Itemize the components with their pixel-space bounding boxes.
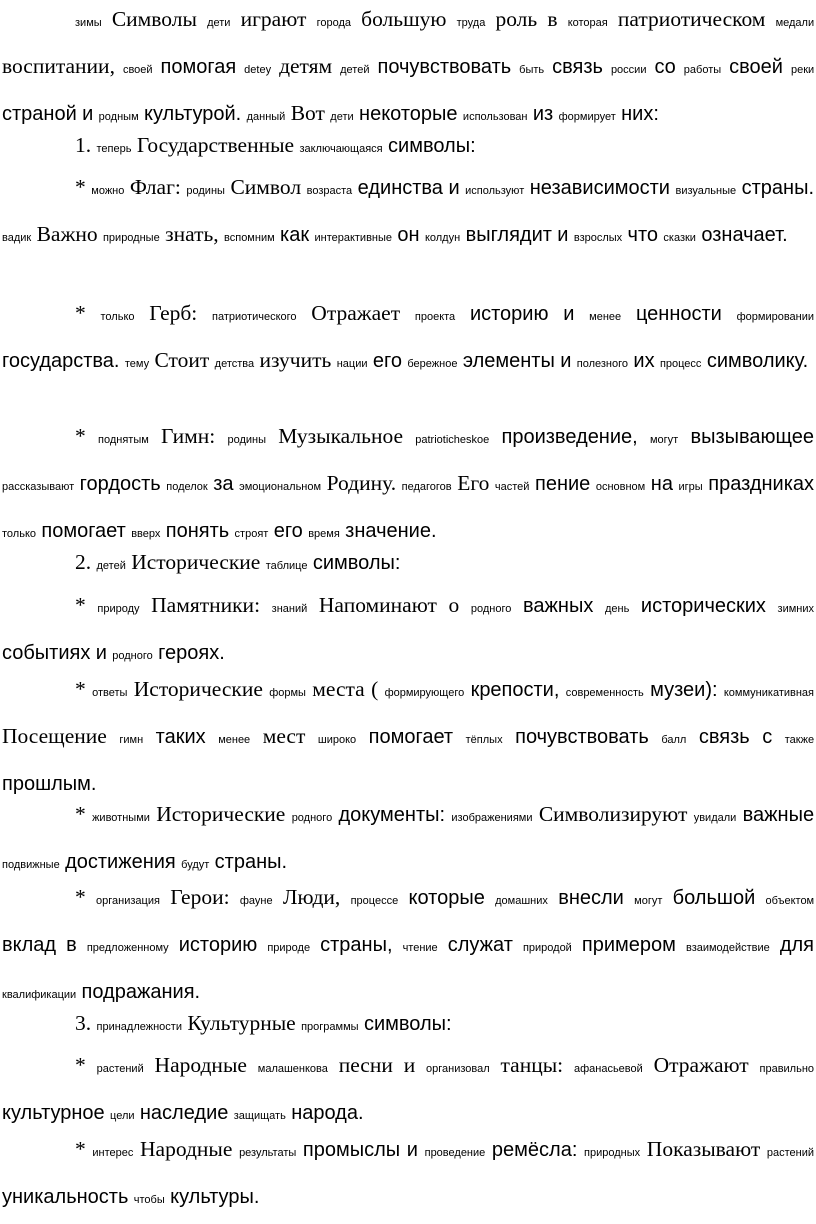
paragraph-word: о: [448, 593, 460, 617]
inserted-small-word: день: [604, 603, 630, 615]
paragraph-word: воспитании,: [2, 54, 115, 78]
paragraph-word: Исторические: [156, 802, 286, 826]
inserted-small-word: знаний: [271, 603, 308, 615]
inserted-small-word: изображениями: [451, 812, 533, 824]
inserted-small-word: таблице: [265, 560, 308, 572]
inserted-small-word: родного: [112, 650, 153, 662]
inserted-small-word: основном: [595, 481, 646, 493]
paragraph-word: 2.: [75, 550, 92, 574]
paragraph-word: Показывают: [646, 1137, 761, 1161]
inserted-small-word: города: [316, 17, 351, 29]
inserted-small-word: ответы: [92, 687, 128, 699]
inserted-small-word: предложенному: [86, 942, 169, 954]
paragraph-word: Культурные: [187, 1011, 296, 1035]
paragraph-word: праздниках: [708, 473, 815, 495]
paragraph-word: важные: [742, 804, 815, 826]
paragraph-word: Государственные: [136, 133, 295, 157]
paragraph-word: Символ: [230, 175, 302, 199]
paragraph-word: места: [312, 677, 365, 701]
paragraph-word: исторических: [640, 595, 766, 617]
inserted-small-word: возраста: [306, 185, 353, 197]
inserted-small-word: рассказывают: [2, 481, 75, 493]
paragraph-word: символы:: [363, 1013, 452, 1035]
inserted-small-word: защищать: [233, 1110, 286, 1122]
section-heading-cultural-symbols: [2, 1002, 814, 1049]
inserted-small-word: могут: [649, 434, 679, 446]
inserted-small-word: чтобы: [133, 1194, 165, 1206]
paragraph-word: детям: [279, 54, 333, 78]
inserted-small-word: широко: [317, 734, 357, 746]
paragraph-word: большую: [361, 7, 447, 31]
paragraph-word: *: [75, 1137, 86, 1161]
paragraph-word: мест: [262, 724, 306, 748]
inserted-small-word: данный: [246, 111, 286, 123]
inserted-small-word: нации: [336, 358, 368, 370]
monuments-paragraph: [2, 584, 814, 678]
inserted-small-word: игры: [678, 481, 703, 493]
inserted-small-word: быть: [519, 64, 545, 76]
inserted-small-word: чтение: [402, 942, 438, 954]
inserted-small-word: детства: [214, 358, 255, 370]
anthem-paragraph: [2, 415, 814, 556]
inserted-small-word: медали: [775, 17, 815, 29]
historical-places-paragraph: [2, 668, 814, 806]
paragraph-word: и: [448, 177, 460, 199]
paragraph-word: примером: [581, 934, 676, 956]
paragraph-word: из: [532, 103, 554, 125]
inserted-small-word: квалификации: [2, 989, 77, 1001]
inserted-small-word: интерактивные: [314, 232, 393, 244]
paragraph-word: и: [406, 1139, 418, 1161]
paragraph-word: патриотическом: [617, 7, 766, 31]
paragraph-word: *: [75, 885, 86, 909]
paragraph-word: народа.: [291, 1102, 364, 1124]
inserted-small-word: родины: [227, 434, 267, 446]
inserted-small-word: зимы: [75, 17, 102, 29]
inserted-small-word: бережное: [407, 358, 458, 370]
paragraph-word: Флаг:: [129, 175, 181, 199]
flag-paragraph: [2, 166, 814, 260]
inserted-small-word: визуальные: [675, 185, 737, 197]
inserted-small-word: родины: [186, 185, 225, 197]
paragraph-word: и: [563, 303, 575, 325]
inserted-small-word: только: [100, 311, 135, 323]
inserted-small-word: можно: [91, 185, 125, 197]
inserted-small-word: заключающаяся: [299, 143, 383, 155]
paragraph-word: вклад: [2, 934, 57, 956]
inserted-small-word: поднятым: [98, 434, 149, 446]
paragraph-word: ремёсла:: [491, 1139, 578, 1161]
paragraph-word: Герои:: [170, 885, 230, 909]
paragraph-word: как: [280, 224, 310, 246]
paragraph-word: Герб:: [149, 301, 198, 325]
paragraph-word: почувствовать: [377, 56, 512, 78]
inserted-small-word: процессе: [350, 895, 399, 907]
paragraph-word: со: [654, 56, 676, 78]
inserted-small-word: частей: [494, 481, 530, 493]
paragraph-word: 1.: [75, 133, 92, 157]
paragraph-word: Люди,: [282, 885, 341, 909]
paragraph-word: Народные: [140, 1137, 233, 1161]
inserted-small-word: процесс: [659, 358, 702, 370]
paragraph-word: важных: [523, 595, 594, 617]
paragraph-word: Музыкальное: [278, 424, 404, 448]
paragraph-word: Вот: [290, 101, 325, 125]
paragraph-word: Отражает: [311, 301, 401, 325]
historical-documents-paragraph: [2, 793, 814, 887]
inserted-small-word: эмоциональном: [239, 481, 322, 493]
inserted-small-word: формирует: [558, 111, 616, 123]
paragraph-word: культуры.: [170, 1186, 260, 1208]
paragraph-word: Посещение: [2, 724, 107, 748]
paragraph-word: *: [75, 1053, 86, 1077]
inserted-small-word: формирующего: [384, 687, 465, 699]
paragraph-word: символику.: [706, 350, 809, 372]
paragraph-word: служат: [447, 934, 513, 956]
inserted-small-word: менее: [218, 734, 251, 746]
paragraph-word: изучить: [259, 348, 332, 372]
paragraph-word: Символы: [111, 7, 197, 31]
paragraph-word: независимости: [529, 177, 670, 199]
paragraph-word: почувствовать: [515, 726, 649, 748]
paragraph-word: знать,: [165, 222, 219, 246]
inserted-small-word: полезного: [576, 358, 629, 370]
paragraph-word: прошлым.: [2, 773, 97, 795]
inserted-small-word: проведение: [424, 1147, 486, 1159]
inserted-small-word: объектом: [765, 895, 815, 907]
inserted-small-word: фауне: [239, 895, 273, 907]
inserted-small-word: увидали: [693, 812, 737, 824]
paragraph-word: таких: [155, 726, 206, 748]
inserted-small-word: могут: [634, 895, 663, 907]
paragraph-word: героях.: [158, 642, 225, 664]
paragraph-word: Народные: [154, 1053, 247, 1077]
paragraph-word: гордость: [79, 473, 161, 495]
inserted-small-word: тёплых: [465, 734, 503, 746]
paragraph-word: 3.: [75, 1011, 92, 1035]
inserted-small-word: detey: [244, 64, 272, 76]
paragraph-word: Отражают: [653, 1053, 749, 1077]
inserted-small-word: взаимодействие: [685, 942, 770, 954]
inserted-small-word: которая: [567, 17, 608, 29]
inserted-small-word: дети: [207, 17, 231, 29]
folk-songs-paragraph: [2, 1044, 814, 1138]
inserted-small-word: строят: [234, 528, 269, 540]
inserted-small-word: россии: [610, 64, 647, 76]
paragraph-word: *: [75, 593, 86, 617]
paragraph-word: в: [547, 7, 558, 31]
paragraph-word: Памятники:: [151, 593, 261, 617]
paragraph-word: которые: [408, 887, 485, 909]
inserted-small-word: правильно: [759, 1063, 815, 1075]
paragraph-word: Родину.: [326, 471, 397, 495]
paragraph-word: *: [75, 424, 86, 448]
coat-of-arms-paragraph: [2, 292, 814, 386]
paragraph-word: символы:: [388, 135, 476, 157]
inserted-small-word: вверх: [131, 528, 161, 540]
inserted-small-word: также: [784, 734, 815, 746]
inserted-small-word: реки: [790, 64, 815, 76]
inserted-small-word: растений: [96, 1063, 144, 1075]
paragraph-word: музеи):: [650, 679, 718, 701]
paragraph-word: уникальность: [2, 1186, 129, 1208]
paragraph-word: достижения: [65, 851, 176, 873]
paragraph-word: промыслы: [302, 1139, 401, 1161]
section-heading-state-symbols: [2, 124, 814, 171]
inserted-small-word: подвижные: [2, 859, 60, 871]
paragraph-word: выглядит: [465, 224, 552, 246]
paragraph-word: подражания.: [81, 981, 201, 1003]
inserted-small-word: патриотического: [212, 311, 297, 323]
paragraph-word: и: [95, 642, 107, 664]
paragraph-word: помогает: [41, 520, 126, 542]
inserted-small-word: интерес: [92, 1147, 134, 1159]
inserted-small-word: используют: [465, 185, 525, 197]
paragraph-word: Символизируют: [538, 802, 688, 826]
inserted-small-word: формы: [269, 687, 306, 699]
paragraph-word: *: [75, 175, 86, 199]
paragraph-word: Гимн:: [161, 424, 216, 448]
paragraph-word: помогая: [160, 56, 237, 78]
inserted-small-word: афанасьевой: [573, 1063, 643, 1075]
inserted-small-word: принадлежности: [96, 1021, 182, 1033]
paragraph-word: значение.: [345, 520, 437, 542]
paragraph-word: *: [75, 301, 86, 325]
paragraph-word: помогает: [368, 726, 454, 748]
inserted-small-word: поделок: [166, 481, 208, 493]
paragraph-word: наследие: [139, 1102, 229, 1124]
heroes-paragraph: [2, 876, 814, 1017]
inserted-small-word: природных: [584, 1147, 641, 1159]
paragraph-word: внесли: [558, 887, 624, 909]
paragraph-word: них:: [621, 103, 659, 125]
inserted-small-word: детей: [340, 64, 370, 76]
paragraph-word: за: [213, 473, 234, 495]
paragraph-word: документы:: [338, 804, 446, 826]
paragraph-word: в: [66, 934, 77, 956]
inserted-small-word: будут: [181, 859, 210, 871]
inserted-small-word: природные: [102, 232, 160, 244]
inserted-small-word: природой: [522, 942, 572, 954]
paragraph-word: означает.: [701, 224, 788, 246]
paragraph-word: Исторические: [133, 677, 263, 701]
inserted-small-word: тему: [124, 358, 150, 370]
intro-paragraph: [2, 0, 814, 139]
paragraph-word: и: [560, 350, 572, 372]
paragraph-word: крепости,: [470, 679, 560, 701]
inserted-small-word: работы: [683, 64, 722, 76]
inserted-small-word: взрослых: [573, 232, 623, 244]
inserted-small-word: только: [2, 528, 36, 540]
inserted-small-word: коммуникативная: [723, 687, 815, 699]
inserted-small-word: менее: [589, 311, 622, 323]
paragraph-word: страной: [2, 103, 77, 125]
inserted-small-word: педагогов: [401, 481, 452, 493]
inserted-small-word: теперь: [96, 143, 132, 155]
paragraph-word: государства.: [2, 350, 120, 372]
paragraph-word: его: [273, 520, 303, 542]
inserted-small-word: колдун: [424, 232, 461, 244]
paragraph-word: на: [650, 473, 673, 495]
inserted-small-word: дети: [330, 111, 354, 123]
inserted-small-word: использован: [462, 111, 528, 123]
paragraph-word: историю: [178, 934, 258, 956]
paragraph-word: для: [779, 934, 814, 956]
inserted-small-word: детей: [96, 560, 126, 572]
inserted-small-word: родного: [291, 812, 333, 824]
paragraph-word: роль: [495, 7, 538, 31]
inserted-small-word: вспомним: [224, 232, 275, 244]
paragraph-word: событиях: [2, 642, 91, 664]
paragraph-word: своей: [729, 56, 783, 78]
section-heading-historical-symbols: [2, 541, 814, 588]
paragraph-word: Важно: [36, 222, 98, 246]
inserted-small-word: гимн: [119, 734, 144, 746]
paragraph-word: страны.: [214, 851, 288, 873]
paragraph-word: его: [372, 350, 402, 372]
paragraph-word: их: [633, 350, 655, 372]
paragraph-word: страны,: [320, 934, 393, 956]
paragraph-word: с: [762, 726, 773, 748]
paragraph-word: страны.: [741, 177, 815, 199]
paragraph-word: ценности: [635, 303, 722, 325]
paragraph-word: большой: [672, 887, 756, 909]
paragraph-word: вызывающее: [690, 426, 814, 448]
paragraph-word: культурное: [2, 1102, 105, 1124]
paragraph-word: Напоминают: [318, 593, 437, 617]
inserted-small-word: природу: [97, 603, 140, 615]
inserted-small-word: результаты: [239, 1147, 297, 1159]
paragraph-word: историю: [469, 303, 549, 325]
inserted-small-word: формировании: [736, 311, 815, 323]
paragraph-word: *: [75, 802, 86, 826]
inserted-small-word: организация: [96, 895, 160, 907]
inserted-small-word: время: [308, 528, 340, 540]
inserted-small-word: родным: [98, 111, 139, 123]
paragraph-word: Стоит: [154, 348, 210, 372]
inserted-small-word: своей: [122, 64, 153, 76]
paragraph-word: Его: [457, 471, 490, 495]
paragraph-word: единства: [357, 177, 443, 199]
folk-crafts-paragraph: [2, 1128, 814, 1222]
paragraph-word: связь: [552, 56, 603, 78]
paragraph-word: (: [371, 677, 379, 701]
inserted-small-word: организовал: [426, 1063, 490, 1075]
paragraph-word: символы:: [312, 552, 401, 574]
paragraph-word: и: [82, 103, 94, 125]
inserted-small-word: цели: [110, 1110, 135, 1122]
inserted-small-word: домашних: [495, 895, 548, 907]
paragraph-word: и: [557, 224, 569, 246]
inserted-small-word: программы: [301, 1021, 359, 1033]
inserted-small-word: современность: [565, 687, 644, 699]
paragraph-word: пение: [534, 473, 591, 495]
inserted-small-word: вадик: [2, 232, 32, 244]
inserted-small-word: patrioticheskoe: [415, 434, 490, 446]
inserted-small-word: зимних: [777, 603, 815, 615]
paragraph-word: *: [75, 677, 86, 701]
inserted-small-word: природе: [267, 942, 311, 954]
paragraph-word: и: [403, 1053, 416, 1077]
inserted-small-word: балл: [661, 734, 687, 746]
inserted-small-word: труда: [456, 17, 486, 29]
inserted-small-word: проекта: [414, 311, 456, 323]
inserted-small-word: животными: [92, 812, 150, 824]
paragraph-word: танцы:: [500, 1053, 564, 1077]
paragraph-word: произведение,: [501, 426, 638, 448]
paragraph-word: элементы: [462, 350, 555, 372]
paragraph-word: играют: [240, 7, 307, 31]
inserted-small-word: малашенкова: [257, 1063, 328, 1075]
inserted-small-word: растений: [766, 1147, 815, 1159]
paragraph-word: некоторые: [359, 103, 458, 125]
paragraph-word: культурой.: [144, 103, 242, 125]
paragraph-word: связь: [698, 726, 750, 748]
paragraph-word: песни: [338, 1053, 393, 1077]
paragraph-word: что: [627, 224, 659, 246]
paragraph-word: понять: [165, 520, 230, 542]
inserted-small-word: сказки: [663, 232, 696, 244]
inserted-small-word: родного: [470, 603, 512, 615]
paragraph-word: Исторические: [131, 550, 261, 574]
paragraph-word: он: [397, 224, 420, 246]
